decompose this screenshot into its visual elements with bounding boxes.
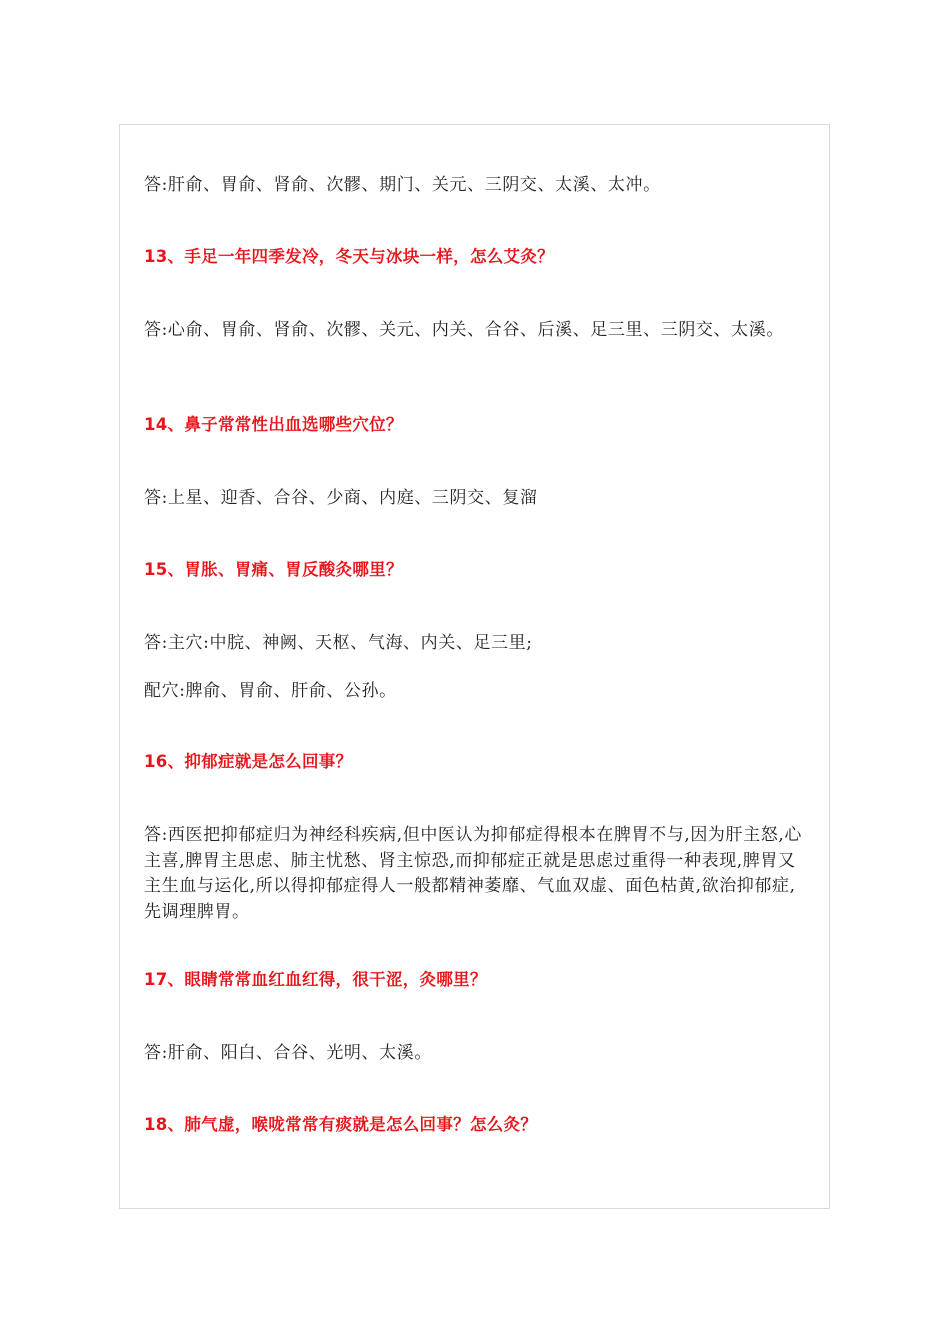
question-17: 17、眼睛常常血红血红得，很干涩，灸哪里？ — [144, 970, 487, 989]
question-18: 18、肺气虚，喉咙常常有痰就是怎么回事？怎么灸？ — [144, 1115, 538, 1134]
answer-15-secondary: 配穴:脾俞、胃俞、肝俞、公孙。 — [144, 681, 397, 701]
answer-17: 答:肝俞、阳白、合谷、光明、太溪。 — [144, 1043, 432, 1063]
question-14: 14、鼻子常常性出血选哪些穴位？ — [144, 415, 403, 434]
answer-15-main: 答:主穴:中脘、神阙、天枢、气海、内关、足三里; — [144, 633, 533, 653]
question-15: 15、胃胀、胃痛、胃反酸灸哪里？ — [144, 560, 403, 579]
question-16: 16、抑郁症就是怎么回事？ — [144, 752, 353, 771]
answer-13: 答:心俞、胃俞、肾俞、次髎、关元、内关、合谷、后溪、足三里、三阴交、太溪。 — [144, 320, 784, 340]
answer-12: 答:肝俞、胃俞、肾俞、次髎、期门、关元、三阴交、太溪、太冲。 — [144, 175, 661, 195]
question-13: 13、手足一年四季发冷，冬天与冰块一样，怎么艾灸？ — [144, 247, 554, 266]
answer-14: 答:上星、迎香、合谷、少商、内庭、三阴交、复溜 — [144, 488, 538, 508]
answer-16: 答:西医把抑郁症归为神经科疾病,但中医认为抑郁症得根本在脾胃不与,因为肝主怒,心主喜,脾胃主思虑、肺主忧愁、肾主惊恐,而抑郁症正就是思虑过重得一种表现,脾胃又主生血与运化,所以得抑郁症得人一般都精神萎靡、气血双虚、面色枯黄,欲治抑郁症,先调理脾胃。 — [144, 825, 802, 922]
